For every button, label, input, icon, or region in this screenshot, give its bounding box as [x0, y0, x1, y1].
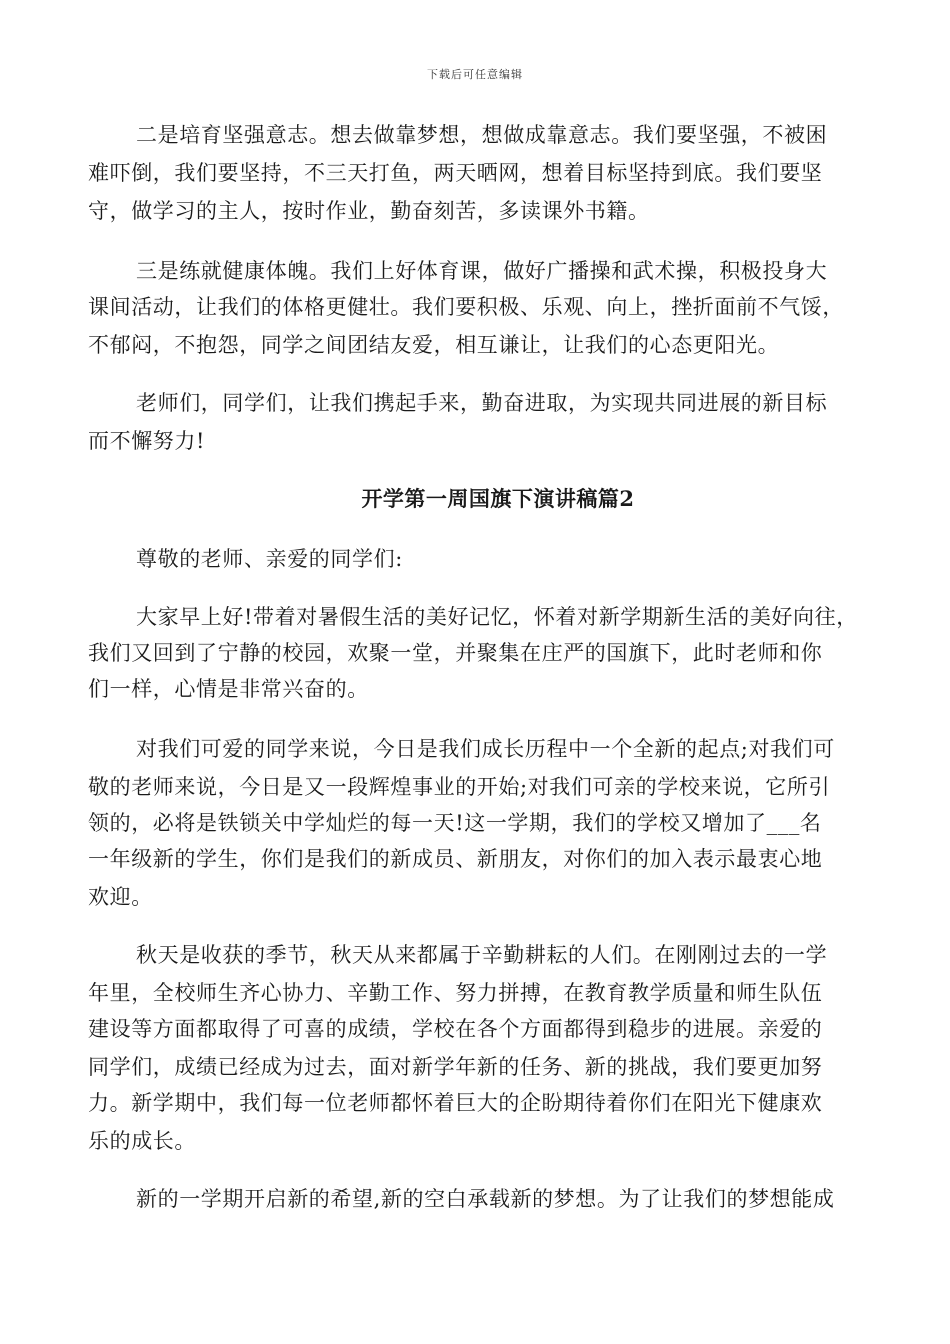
paragraph-line: 大家早上好!带着对暑假生活的美好记忆，怀着对新学期新生活的美好向往， [136, 605, 858, 629]
paragraph-line: 三是练就健康体魄。我们上好体育课，做好广播操和武术操，积极投身大 [136, 259, 828, 283]
paragraph-line: 欢迎。 [88, 885, 153, 909]
paragraph-line: 一年级新的学生，你们是我们的新成员、新朋友，对你们的加入表示最衷心地 [88, 847, 823, 871]
paragraph-line: 尊敬的老师、亲爱的同学们: [136, 547, 403, 571]
paragraph-line: 守，做学习的主人，按时作业，勤奋刻苦，多读课外书籍。 [88, 199, 650, 223]
paragraph-line: 不郁闷，不抱怨，同学之间团结友爱，相互谦让，让我们的心态更阳光。 [88, 333, 780, 357]
paragraph-line: 同学们，成绩已经成为过去，面对新学年新的任务、新的挑战，我们要更加努 [88, 1055, 823, 1079]
paragraph-line: 年里，全校师生齐心协力、辛勤工作、努力拼搏，在教育教学质量和师生队伍 [88, 981, 823, 1005]
paragraph-line: 二是培育坚强意志。想去做靠梦想，想做成靠意志。我们要坚强，不被困 [136, 123, 828, 147]
paragraph-line: 敬的老师来说，今日是又一段辉煌事业的开始;对我们可亲的学校来说，它所引 [88, 775, 831, 799]
paragraph-line: 秋天是收获的季节，秋天从来都属于辛勤耕耘的人们。在刚刚过去的一学 [136, 943, 828, 967]
paragraph-line: 对我们可爱的同学来说，今日是我们成长历程中一个全新的起点;对我们可 [136, 737, 835, 761]
section-title: 开学第一周国旗下演讲稿篇2 [361, 486, 635, 511]
paragraph-line: 力。新学期中，我们每一位老师都怀着巨大的企盼期待着你们在阳光下健康欢 [88, 1091, 823, 1115]
paragraph-line: 课间活动，让我们的体格更健壮。我们要积极、乐观、向上，挫折面前不气馁， [88, 295, 844, 319]
paragraph-line: 难吓倒，我们要坚持，不三天打鱼，两天晒网，想着目标坚持到底。我们要坚 [88, 161, 823, 185]
paragraph-line: 而不懈努力! [88, 429, 206, 453]
paragraph-line: 新的一学期开启新的希望,新的空白承载新的梦想。为了让我们的梦想能成 [136, 1187, 835, 1211]
paragraph-line: 建设等方面都取得了可喜的成绩，学校在各个方面都得到稳步的进展。亲爱的 [88, 1017, 823, 1041]
paragraph-line: 乐的成长。 [88, 1129, 196, 1153]
paragraph-line: 领的，必将是铁锁关中学灿烂的每一天!这一学期，我们的学校又增加了___名 [88, 811, 822, 835]
page-header-note: 下载后可任意编辑 [427, 68, 523, 81]
paragraph-line: 我们又回到了宁静的校园，欢聚一堂，并聚集在庄严的国旗下，此时老师和你 [88, 641, 823, 665]
paragraph-line: 们一样，心情是非常兴奋的。 [88, 677, 369, 701]
paragraph-line: 老师们，同学们，让我们携起手来，勤奋进取，为实现共同进展的新目标 [136, 391, 828, 415]
